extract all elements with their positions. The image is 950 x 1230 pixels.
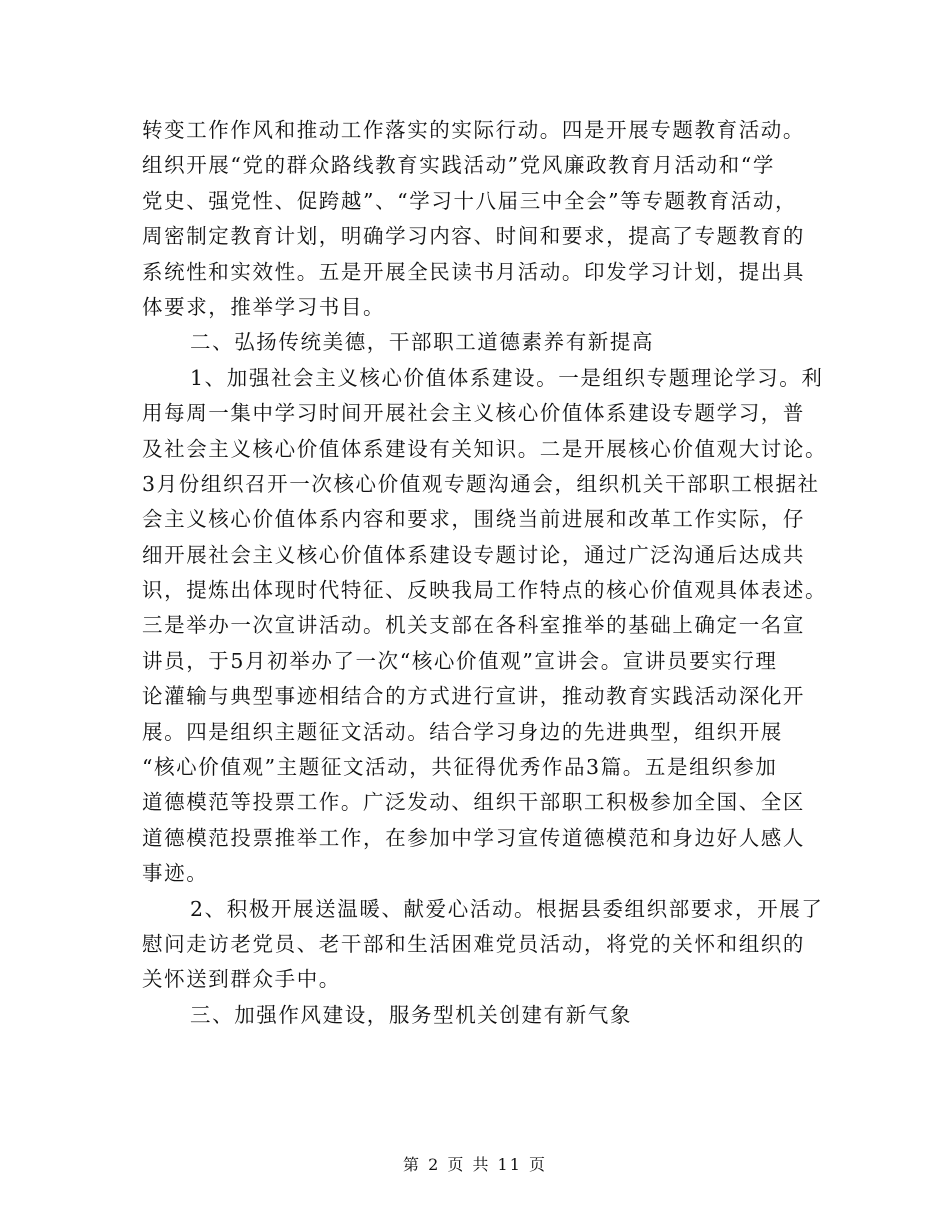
text-line: “核心价值观”主题征文活动，共征得优秀作品3篇。五是组织参加 (142, 755, 778, 780)
text-line: 党史、强党性、促跨越”、“学习十八届三中全会”等专题教育活动， (142, 188, 798, 213)
text-line: 2、积极开展送温暖、献爱心活动。根据县委组织部要求，开展了 (190, 896, 824, 921)
text-line: 三是举办一次宣讲活动。机关支部在各科室推举的基础上确定一名宣 (142, 613, 805, 638)
text-line: 组织开展“党的群众路线教育实践活动”党风廉政教育月活动和“学 (142, 153, 775, 178)
text-line: 用每周一集中学习时间开展社会主义核心价值体系建设专题学习，普 (142, 401, 805, 426)
text-line: 系统性和实效性。五是开展全民读书月活动。印发学习计划，提出具 (142, 259, 805, 284)
text-line: 细开展社会主义核心价值体系建设专题讨论，通过广泛沟通后达成共 (142, 542, 805, 567)
text-line: 讲员，于5月初举办了一次“核心价值观”宣讲会。宣讲员要实行理 (142, 648, 778, 673)
text-line: 会主义核心价值体系内容和要求，围绕当前进展和改革工作实际，仔 (142, 507, 805, 532)
text-line: 论灌输与典型事迹相结合的方式进行宣讲，推动教育实践活动深化开 (142, 684, 805, 709)
text-line: 3月份组织召开一次核心价值观专题沟通会，组织机关干部职工根据社 (142, 471, 820, 496)
page-number-footer: 第 2 页 共 11 页 (403, 1155, 547, 1174)
section-heading: 三、加强作风建设，服务型机关创建有新气象 (190, 1002, 632, 1027)
text-line: 展。四是组织主题征文活动。结合学习身边的先进典型，组织开展 (142, 719, 783, 744)
section-heading: 二、弘扬传统美德，干部职工道德素养有新提高 (190, 330, 655, 355)
text-line: 1、加强社会主义核心价值体系建设。一是组织专题理论学习。利 (190, 365, 824, 390)
text-line: 体要求，推举学习书目。 (142, 294, 386, 319)
text-line: 关怀送到群众手中。 (142, 967, 341, 992)
text-line: 转变工作作风和推动工作落实的实际行动。四是开展专题教育活动。 (142, 118, 805, 142)
text-line: 及社会主义核心价值体系建设有关知识。二是开展核心价值观大讨论。 (142, 436, 828, 461)
text-line: 道德模范投票推举工作，在参加中学习宣传道德模范和身边好人感人 (142, 825, 805, 850)
text-line: 识，提炼出体现时代特征、反映我局工作特点的核心价值观具体表述。 (142, 578, 828, 603)
document-body (142, 113, 828, 1033)
text-line: 周密制定教育计划，明确学习内容、时间和要求，提高了专题教育的 (142, 224, 805, 249)
text-line: 道德模范等投票工作。广泛发动、组织干部职工积极参加全国、全区 (142, 790, 805, 815)
text-line: 事迹。 (142, 861, 209, 886)
text-line: 慰问走访老党员、老干部和生活困难党员活动，将党的关怀和组织的 (142, 931, 805, 956)
